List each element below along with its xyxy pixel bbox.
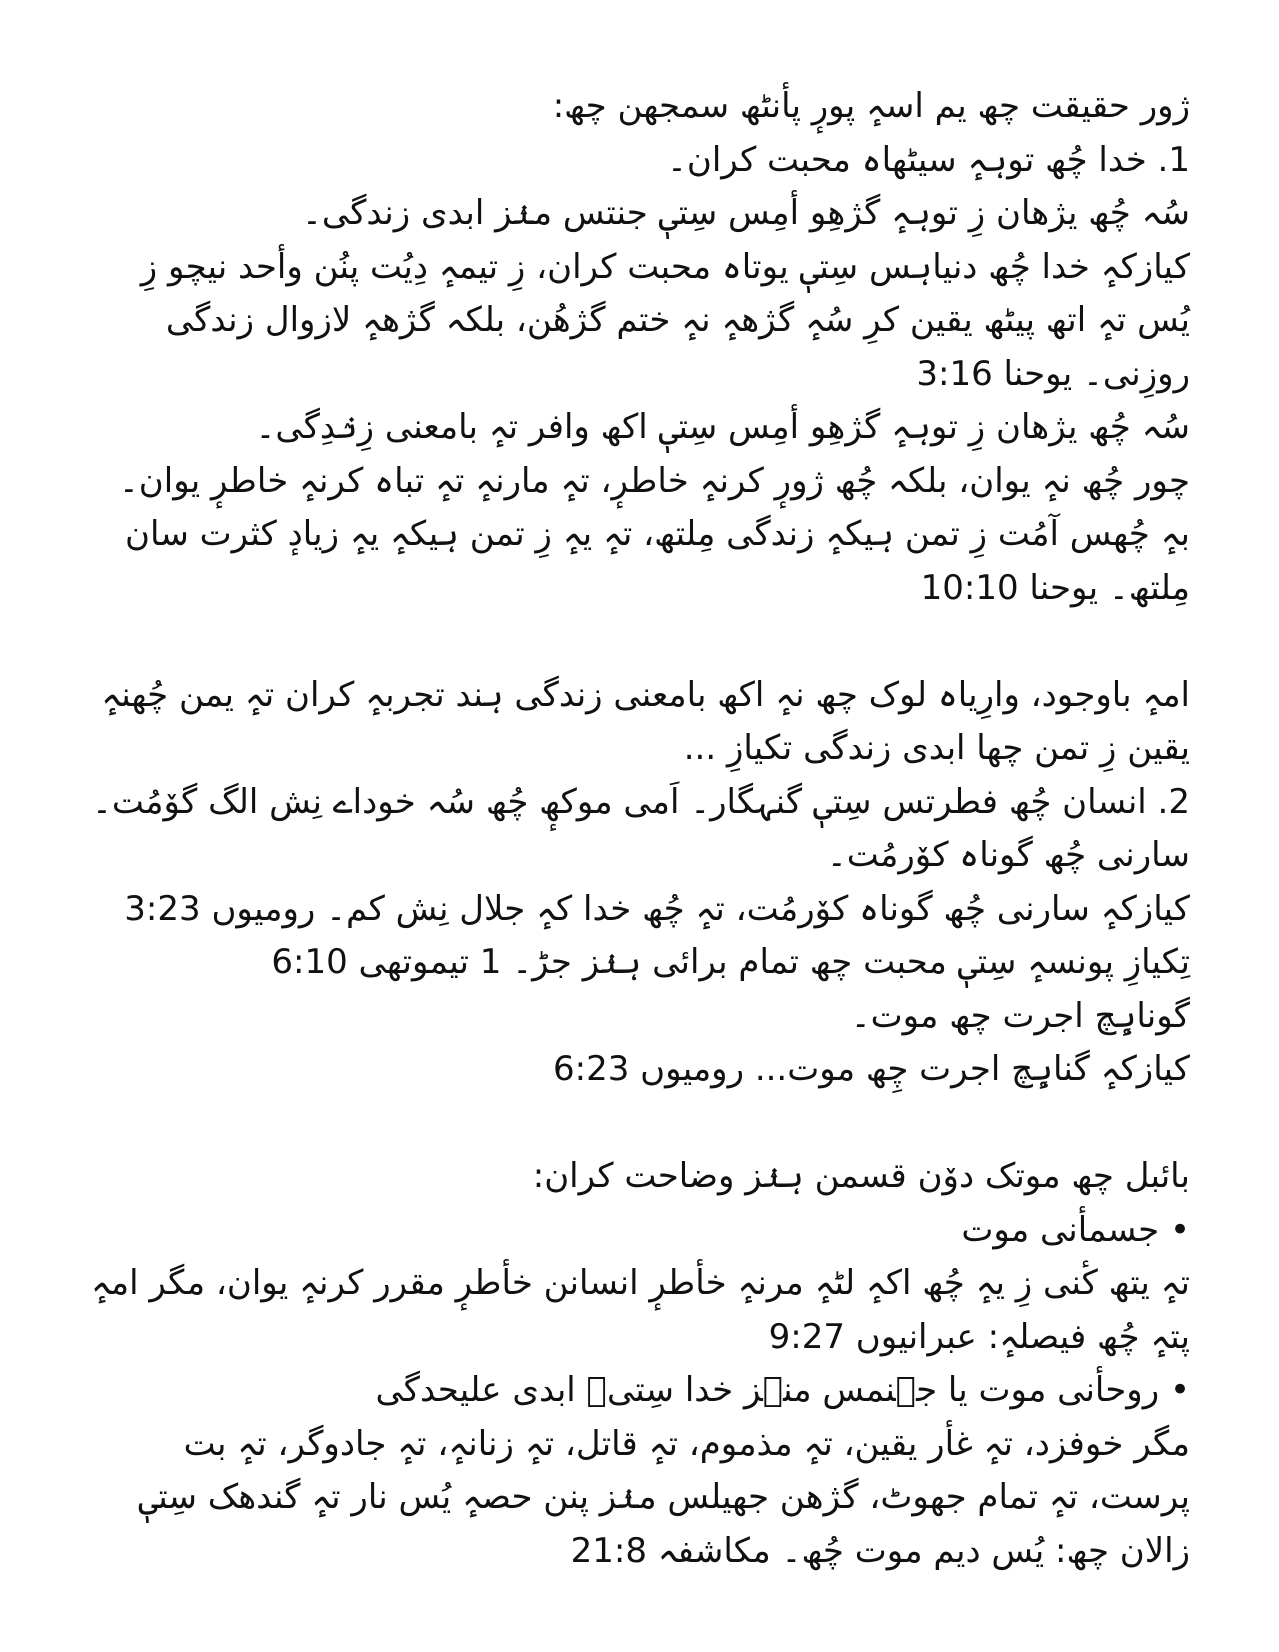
- paragraph-spacer: [80, 1097, 1190, 1151]
- paragraph-two-deaths: بائبل چھ موتک دوٚن قسمن ہنٛز وضاحت کران:: [532, 1156, 1190, 1196]
- paragraph-abundant-life: سُہ چُھ یژھان زِ توہہٕ گژھِو أمِس سِتیٖ اکھ وافر تہٕ بامعنی زِنٛدِگی۔: [255, 407, 1190, 447]
- paragraph-point-2: 2. انسان چُھ فطرتس سِتیٖ گنہگار۔ اَمی موکھٕ چُھ سُہ خوداے نِش الگ گوٚمُت۔: [91, 781, 1190, 822]
- paragraph-eternal-life: سُہ چُھ یژھان زِ توہہٕ گژھِو أمِس سِتیٖ جنتس منٛز ابدی زندگی۔: [301, 193, 1190, 233]
- paragraph-hebrews-9-27: تہٕ یتھ کٔنی زِ یہٕ چُھ اکہٕ لٹہٕ مرنہٕ خأطرٕ انسانن خأطرٕ مقرر کرنہٕ یوان، مگر امہٕ پتہٕ چُھ فیصلہٕ: عبرانیوں 9:27: [80, 1263, 1190, 1357]
- paragraph-nevertheless: امہٕ باوجود، وارِیاہ لوک چھ نہٕ اکھ بامعنی زندگی ہند تجربہٕ کران تہٕ یمن چُھنہٕ یقین زِ تمن چھا ابدی زندگی تکیازِ ...: [90, 674, 1190, 768]
- paragraph-point-1: 1. خدا چُھ توہہٕ سیٹھاہ محبت کران۔: [666, 139, 1190, 180]
- paragraph-intro: ژور حقیقت چھ یم اسہٕ پورٕ پأنٹھ سمجھن چھ:: [552, 86, 1190, 126]
- paragraph-john-3-16: کیازکہٕ خدا چُھ دنیاہس سِتیٖ یوتاہ محبت کران، زِ تیمہٕ دِیُت پنُن وأحد نیچو زِ یُس تہٕ اتھ پیٹھ یقین کرِ سُہٕ گژھہٕ نہٕ ختم گژھُن، بلکہ گژھہٕ لازوال زندگی روزِنی۔ یوحنا 3:16: [129, 246, 1190, 394]
- paragraph-all-sinned: سارنی چُھ گوناہ کوٚرمُت۔: [826, 835, 1190, 875]
- document-body: [80, 80, 1190, 1578]
- paragraph-wages-of-sin: گوناہٕچ اجرت چھ موت۔: [850, 995, 1190, 1036]
- bullet-physical-death: • جسمأنی موت: [961, 1209, 1190, 1250]
- bullet-spiritual-death: • روحأنی موت یا جہنمس منٛز خدا سِتیٖ ابدی علیحدگی: [375, 1370, 1190, 1410]
- paragraph-john-10-10: چور چُھ نہٕ یوان، بلکہ چُھ ژورٕ کرنہٕ خاطرٕ، تہٕ مارنہٕ تہٕ تباہ کرنہٕ خاطرٕ یوان۔ بہٕ چُھس آمُت زِ تمن ہیکہٕ زندگی مِلتھ، تہٕ یہٕ زِ تمن ہیکہٕ یہٕ زیادٕ کثرت سان مِلتھ۔ یوحنا 10:10: [108, 460, 1190, 608]
- paragraph-revelation-21-8: مگر خوفزد، تہٕ غأر یقین، تہٕ مذموم، تہٕ قاتل، تہٕ زنانہٕ، تہٕ جادوگر، تہٕ بت پرست، تہٕ تمام جھوٹ، گژھن جھیلس منٛز پنن حصہٕ یُس نار تہٕ گندھک سِتیٖ زالان چھ: یُس دیم موت چُھ۔ مکاشفہ 21:8: [127, 1423, 1190, 1571]
- paragraph-romans-6-23: کیازکہٕ گناہٕچ اجرت چِھ موت... رومیوں 6:23: [553, 1049, 1190, 1089]
- paragraph-romans-3-23: کیازکہٕ سارنی چُھ گوناہ کوٚرمُت، تہٕ چُھ خدا کہٕ جلال نِش کم۔ رومیوں 3:23: [124, 888, 1190, 929]
- paragraph-1-timothy-6-10: تِکیازِ پونسہٕ سِتیٖ محبت چھ تمام برائی ہنٛز جڑ۔ 1 تیموتھی 6:10: [271, 942, 1190, 982]
- paragraph-spacer: [80, 615, 1190, 669]
